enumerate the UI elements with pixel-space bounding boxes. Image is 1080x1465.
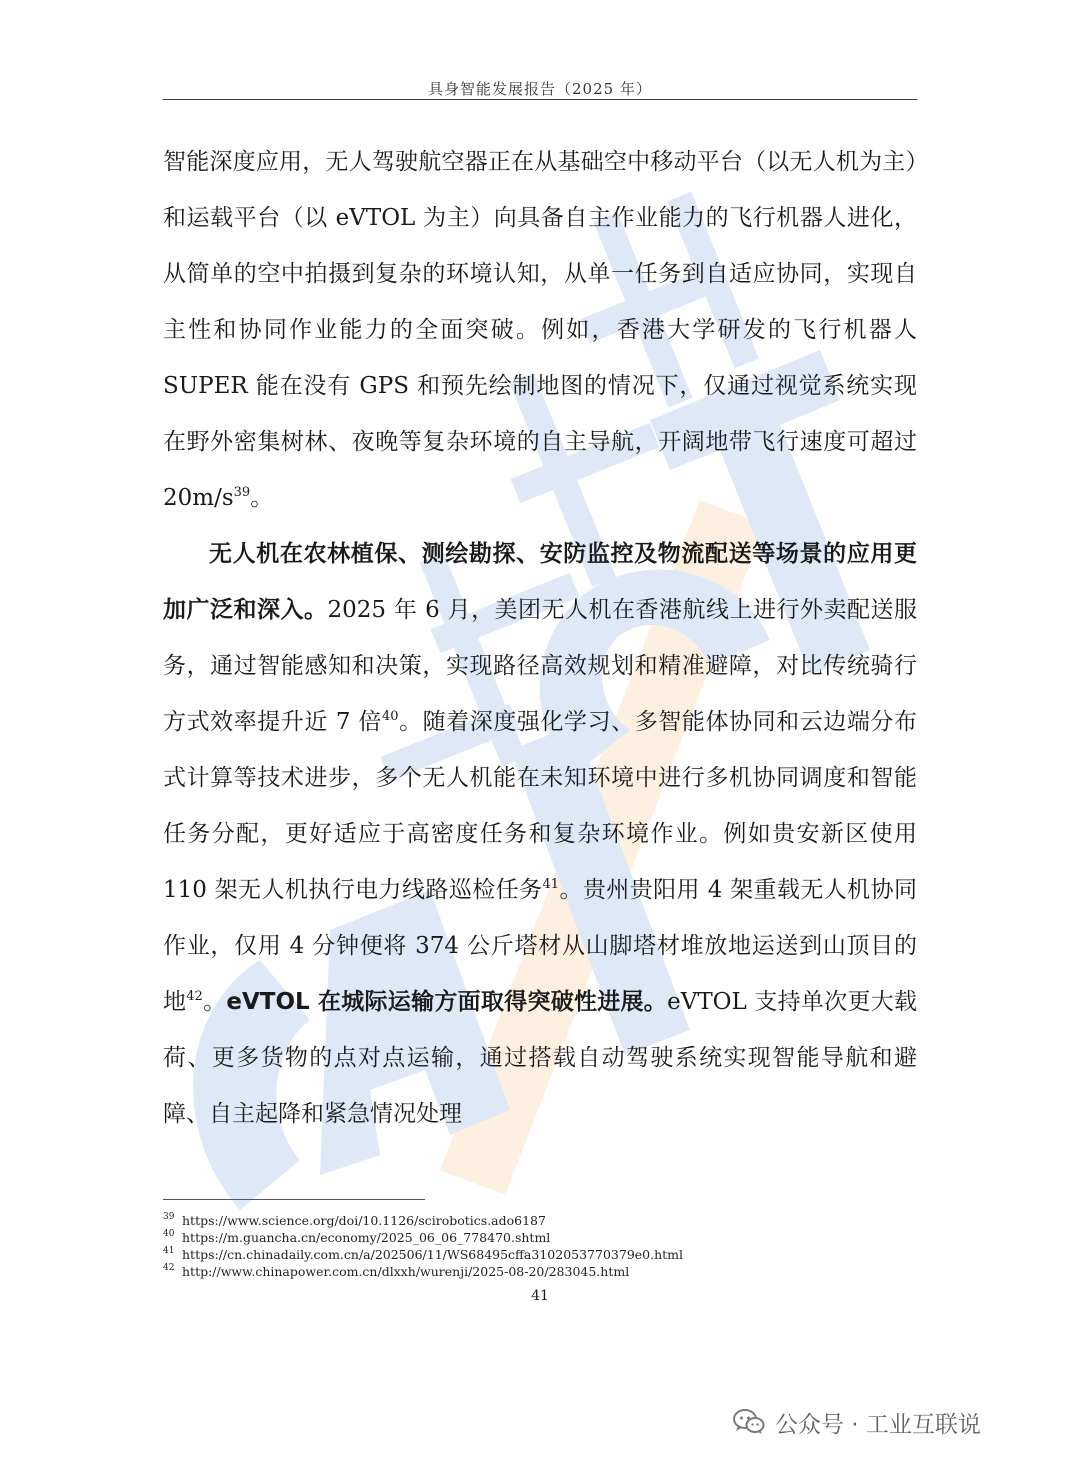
footnote-ref-41[interactable]: 41 bbox=[542, 877, 560, 892]
footnotes bbox=[163, 1212, 917, 1280]
paragraph-2-text-b: 。随着深度强化学习、多智能体协同和云边端分布式计算等技术进步，多个无人机能在未知环境中进行多机协同调度和智能任务分配，更好适应于高密度任务和复杂环境作业。例如贵安新区使用 110 架无人机执行电力线路巡检任务 bbox=[163, 709, 918, 903]
page-number: 41 bbox=[531, 1288, 549, 1304]
paragraph-1 bbox=[163, 134, 917, 526]
footnote-link[interactable]: https://www.science.org/doi/10.1126/scirobotics.ado6187 bbox=[182, 1213, 546, 1228]
footnote-item bbox=[163, 1246, 917, 1263]
paragraph-2-evtol-bold: eVTOL 在城际运输方面取得突破性进展。 bbox=[226, 989, 668, 1015]
footnote-link[interactable]: https://cn.chinadaily.com.cn/a/202506/11/WS68495cffa3102053770379e0.html bbox=[182, 1247, 684, 1262]
paragraph-2-text-c: 。贵州贵阳用 4 架重载无人机协同作业，仅用 4 分钟便将 374 公斤塔材从山脚塔材堆放地运送到山顶目的地 bbox=[163, 877, 917, 1015]
footnote-link[interactable]: https://m.guancha.cn/economy/2025_06_06_778470.shtml bbox=[182, 1230, 551, 1245]
wechat-icon bbox=[733, 1408, 765, 1436]
footnote-item bbox=[163, 1229, 917, 1246]
paragraph-1-text: 智能深度应用，无人驾驶航空器正在从基础空中移动平台（以无人机为主）和运载平台（以 eVTOL 为主）向具备自主作业能力的飞行机器人进化，从简单的空中拍摄到复杂的环境认知，从单一任务到自适应协同，实现自主性和协同作业能力的全面突破。例如，香港大学研发的飞行机器人 SUPER 能在没有 GPS 和预先绘制地图的情况下，仅通过视觉系统实现在野外密集树林、夜晚等复杂环境的自主导航，开阔地带飞行速度可超过 20m/s bbox=[163, 149, 917, 511]
source-badge[interactable] bbox=[733, 1402, 981, 1442]
running-header: 具身智能发展报告（2025 年） bbox=[428, 80, 652, 98]
footnote-number: 40 bbox=[163, 1229, 175, 1239]
footnote-item bbox=[163, 1263, 917, 1280]
paragraph-2-text-d: 。 bbox=[202, 989, 227, 1015]
footnote-ref-39[interactable]: 39 bbox=[233, 485, 251, 500]
footnote-ref-42[interactable]: 42 bbox=[186, 989, 203, 1004]
body-text bbox=[163, 134, 917, 1142]
source-badge-text: 公众号 · 工业互联说 bbox=[775, 1411, 981, 1438]
paragraph-2-text-e: eVTOL 支持单次更大载荷、更多货物的点对点运输，通过搭载自动驾驶系统实现智能导航和避障、自主起降和紧急情况处理 bbox=[163, 989, 918, 1127]
footnote-divider bbox=[163, 1199, 425, 1200]
paragraph-2-lead-bold: 无人机在农林植保、测绘勘探、安防监控及物流配送等场景的应用更加广泛和深入。 bbox=[163, 541, 917, 623]
footnote-link[interactable]: http://www.chinapower.com.cn/dlxxh/wurenji/2025-08-20/283045.html bbox=[182, 1264, 630, 1279]
footnote-item bbox=[163, 1212, 917, 1229]
paragraph-2 bbox=[163, 526, 917, 1142]
header-divider bbox=[163, 99, 917, 100]
footnote-number: 41 bbox=[163, 1246, 175, 1256]
paragraph-2-text-a: 2025 年 6 月，美团无人机在香港航线上进行外卖配送服务，通过智能感知和决策，实现路径高效规划和精准避障，对比传统骑行方式效率提升近 7 倍 bbox=[163, 597, 918, 735]
footnote-number: 39 bbox=[163, 1212, 175, 1222]
paragraph-1-end: 。 bbox=[250, 485, 274, 511]
footnote-ref-40[interactable]: 40 bbox=[381, 709, 399, 724]
footnote-number: 42 bbox=[163, 1263, 175, 1273]
